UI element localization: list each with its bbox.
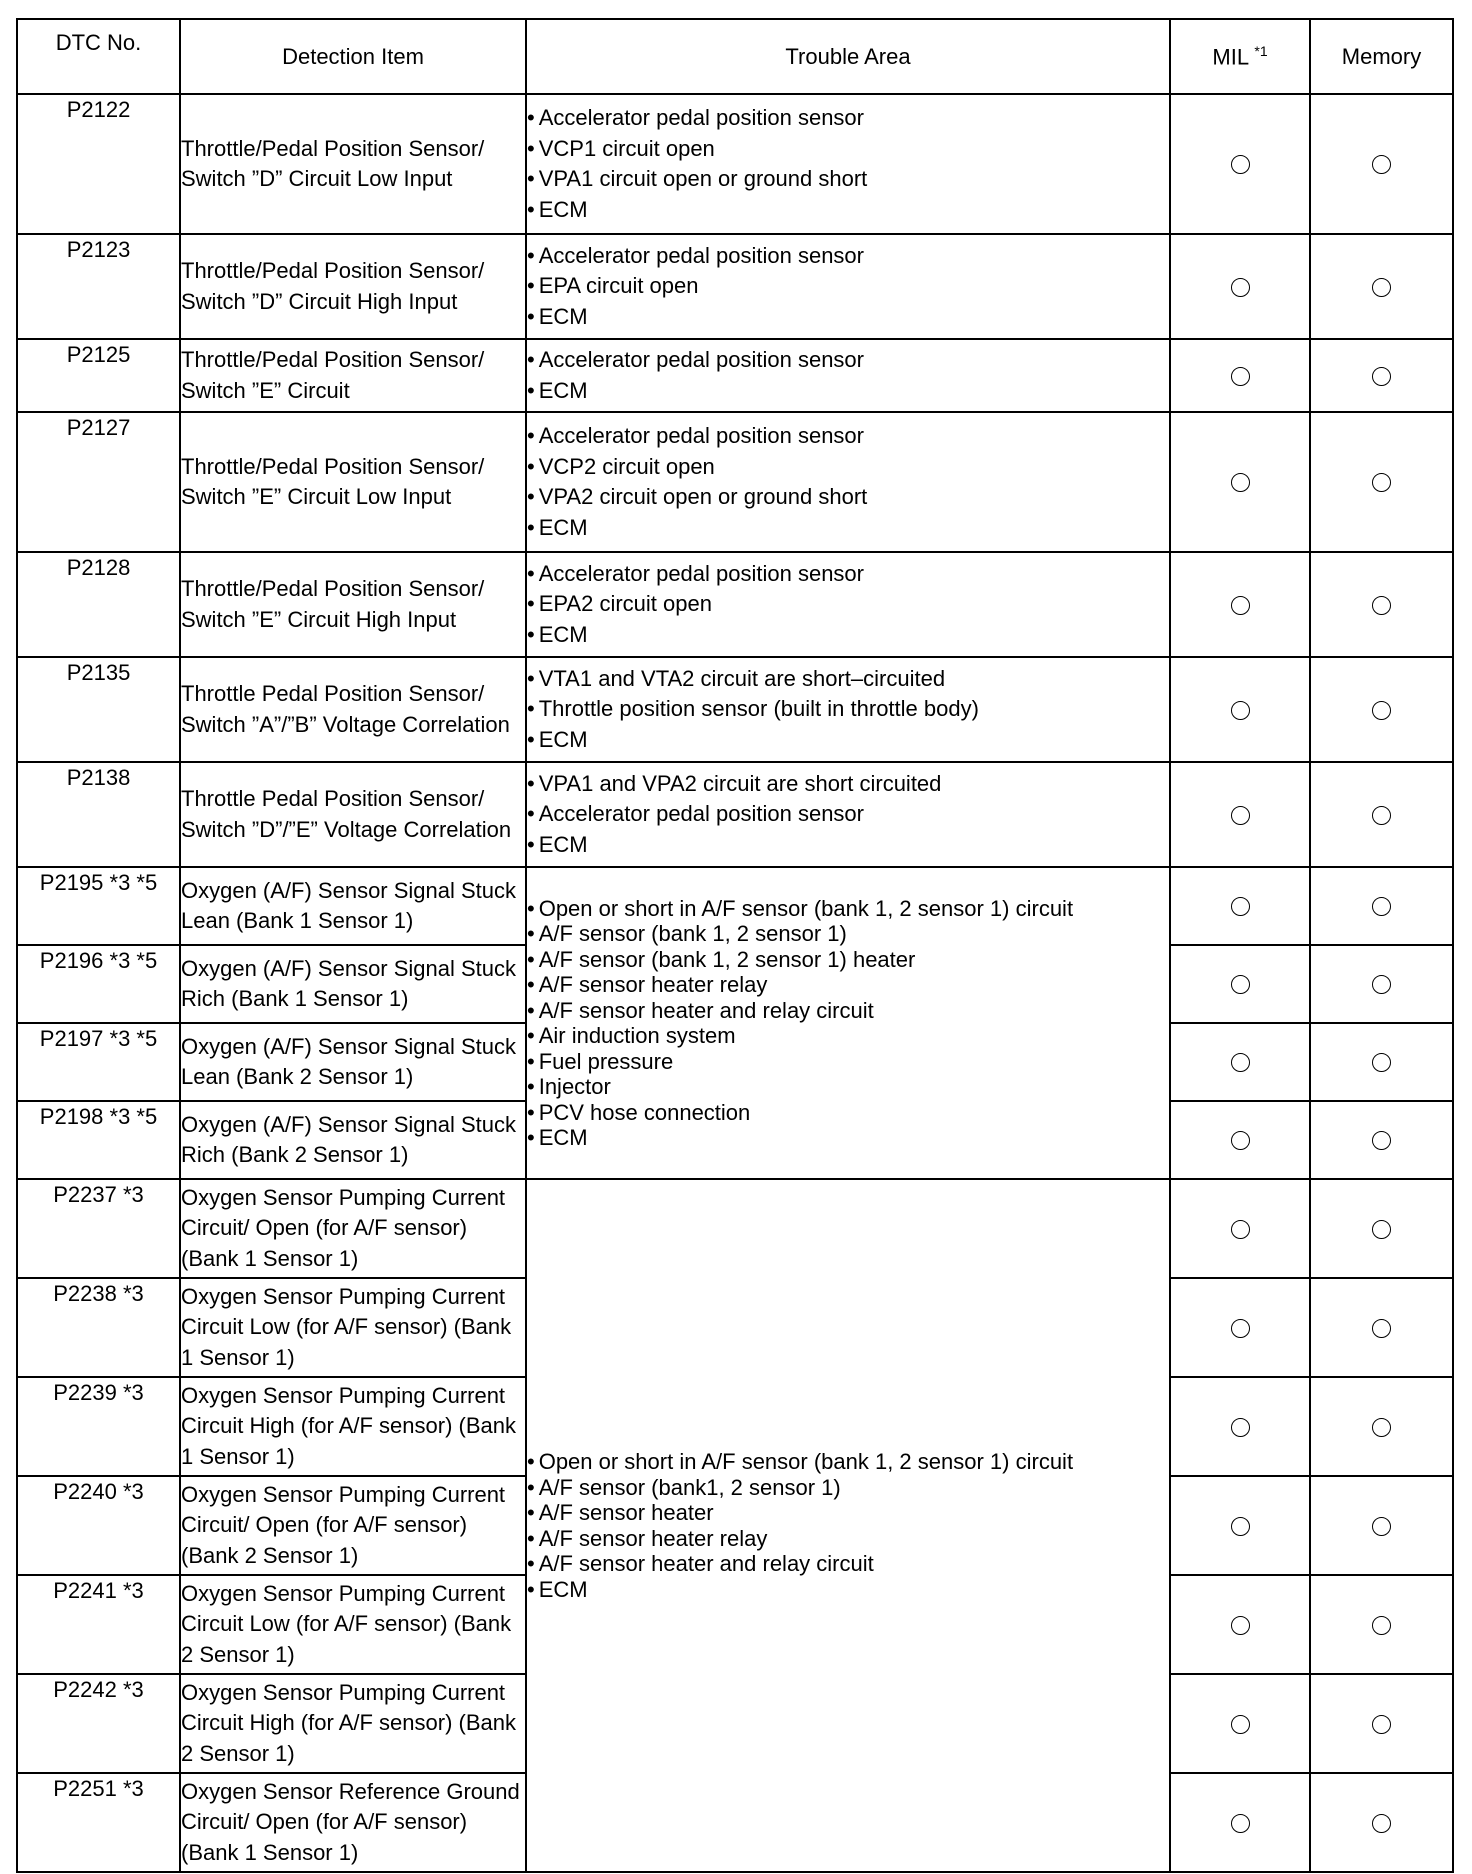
circle-mark-icon (1372, 1616, 1391, 1635)
header-trouble-area: Trouble Area (526, 19, 1170, 94)
trouble-area-cell (526, 234, 1170, 339)
header-dtc-no: DTC No. (17, 19, 180, 94)
detection-item: Throttle/Pedal Position Sensor/ Switch ”D” Circuit Low Input (180, 94, 526, 234)
circle-mark-icon (1372, 278, 1391, 297)
trouble-area-item: • ECM (527, 513, 1169, 544)
trouble-area-list (527, 769, 1169, 861)
trouble-area-list (527, 421, 1169, 543)
trouble-area-item: • EPA circuit open (527, 271, 1169, 302)
circle-mark-icon (1231, 1131, 1250, 1150)
trouble-area-item: • A/F sensor (bank 1, 2 sensor 1) (527, 921, 1169, 947)
trouble-area-cell (526, 339, 1170, 412)
detection-item: Oxygen (A/F) Sensor Signal Stuck Lean (Bank 1 Sensor 1) (180, 867, 526, 945)
detection-item: Oxygen Sensor Reference Ground Circuit/ Open (for A/F sensor) (Bank 1 Sensor 1) (180, 1773, 526, 1872)
trouble-area-list (527, 664, 1169, 756)
circle-mark-icon (1372, 897, 1391, 916)
circle-mark-icon (1231, 1418, 1250, 1437)
table-row (17, 552, 1453, 657)
circle-mark-icon (1231, 367, 1250, 386)
mil-mark (1170, 552, 1310, 657)
circle-mark-icon (1231, 1616, 1250, 1635)
trouble-area-item: • A/F sensor (bank 1, 2 sensor 1) heater (527, 947, 1169, 973)
circle-mark-icon (1231, 1814, 1250, 1833)
trouble-area-item: • ECM (527, 376, 1169, 407)
header-mil-note: *1 (1254, 42, 1268, 59)
mil-mark (1170, 1377, 1310, 1476)
trouble-area-item: • Accelerator pedal position sensor (527, 103, 1169, 134)
trouble-area-cell (526, 1179, 1170, 1872)
trouble-area-item: • VPA1 circuit open or ground short (527, 164, 1169, 195)
detection-item: Oxygen (A/F) Sensor Signal Stuck Lean (Bank 2 Sensor 1) (180, 1023, 526, 1101)
circle-mark-icon (1231, 278, 1250, 297)
circle-mark-icon (1231, 1220, 1250, 1239)
circle-mark-icon (1372, 1517, 1391, 1536)
memory-mark (1310, 1476, 1453, 1575)
trouble-area-cell (526, 94, 1170, 234)
trouble-area-list (527, 1449, 1169, 1602)
circle-mark-icon (1231, 155, 1250, 174)
header-mil-label: MIL (1212, 44, 1249, 70)
mil-mark (1170, 1023, 1310, 1101)
circle-mark-icon (1372, 806, 1391, 825)
dtc-number: P2238 *3 (17, 1278, 180, 1377)
trouble-area-item: • Open or short in A/F sensor (bank 1, 2 sensor 1) circuit (527, 1449, 1169, 1475)
circle-mark-icon (1372, 1053, 1391, 1072)
trouble-area-item: • Air induction system (527, 1023, 1169, 1049)
memory-mark (1310, 339, 1453, 412)
table-row (17, 867, 1453, 945)
circle-mark-icon (1372, 473, 1391, 492)
detection-item: Oxygen (A/F) Sensor Signal Stuck Rich (Bank 2 Sensor 1) (180, 1101, 526, 1179)
mil-mark (1170, 1575, 1310, 1674)
circle-mark-icon (1372, 155, 1391, 174)
dtc-number: P2198 *3 *5 (17, 1101, 180, 1179)
memory-mark (1310, 234, 1453, 339)
trouble-area-item: • Open or short in A/F sensor (bank 1, 2 sensor 1) circuit (527, 896, 1169, 922)
circle-mark-icon (1231, 897, 1250, 916)
memory-mark (1310, 1278, 1453, 1377)
detection-item: Oxygen Sensor Pumping Current Circuit/ Open (for A/F sensor) (Bank 1 Sensor 1) (180, 1179, 526, 1278)
trouble-area-cell (526, 762, 1170, 867)
memory-mark (1310, 945, 1453, 1023)
dtc-number: P2195 *3 *5 (17, 867, 180, 945)
circle-mark-icon (1231, 701, 1250, 720)
memory-mark (1310, 1674, 1453, 1773)
table-row (17, 412, 1453, 552)
circle-mark-icon (1231, 1517, 1250, 1536)
trouble-area-list (527, 896, 1169, 1151)
mil-mark (1170, 945, 1310, 1023)
memory-mark (1310, 762, 1453, 867)
mil-mark (1170, 1101, 1310, 1179)
trouble-area-item: • ECM (527, 1577, 1169, 1603)
trouble-area-item: • ECM (527, 725, 1169, 756)
header-detection-item: Detection Item (180, 19, 526, 94)
trouble-area-item: • Accelerator pedal position sensor (527, 421, 1169, 452)
header-mil (1170, 19, 1310, 94)
memory-mark (1310, 1575, 1453, 1674)
detection-item: Throttle Pedal Position Sensor/ Switch ”A”/”B” Voltage Correlation (180, 657, 526, 762)
dtc-number: P2196 *3 *5 (17, 945, 180, 1023)
trouble-area-item: • ECM (527, 1125, 1169, 1151)
trouble-area-item: • Accelerator pedal position sensor (527, 345, 1169, 376)
mil-mark (1170, 657, 1310, 762)
table-row (17, 94, 1453, 234)
dtc-table (16, 18, 1454, 1873)
trouble-area-item: • Accelerator pedal position sensor (527, 799, 1169, 830)
mil-mark (1170, 234, 1310, 339)
trouble-area-item: • Accelerator pedal position sensor (527, 241, 1169, 272)
trouble-area-item: • ECM (527, 302, 1169, 333)
dtc-number: P2135 (17, 657, 180, 762)
detection-item: Throttle/Pedal Position Sensor/ Switch ”E” Circuit High Input (180, 552, 526, 657)
memory-mark (1310, 657, 1453, 762)
detection-item: Oxygen (A/F) Sensor Signal Stuck Rich (Bank 1 Sensor 1) (180, 945, 526, 1023)
memory-mark (1310, 94, 1453, 234)
circle-mark-icon (1372, 596, 1391, 615)
dtc-number: P2128 (17, 552, 180, 657)
trouble-area-item: • VCP2 circuit open (527, 452, 1169, 483)
trouble-area-list (527, 103, 1169, 225)
memory-mark (1310, 1179, 1453, 1278)
trouble-area-item: • VPA1 and VPA2 circuit are short circuited (527, 769, 1169, 800)
mil-mark (1170, 1278, 1310, 1377)
circle-mark-icon (1372, 1814, 1391, 1833)
mil-mark (1170, 94, 1310, 234)
circle-mark-icon (1372, 1131, 1391, 1150)
trouble-area-cell (526, 867, 1170, 1179)
dtc-number: P2241 *3 (17, 1575, 180, 1674)
circle-mark-icon (1231, 806, 1250, 825)
dtc-number: P2237 *3 (17, 1179, 180, 1278)
trouble-area-item: • A/F sensor (bank1, 2 sensor 1) (527, 1475, 1169, 1501)
trouble-area-list (527, 559, 1169, 651)
detection-item: Throttle/Pedal Position Sensor/ Switch ”E” Circuit (180, 339, 526, 412)
trouble-area-item: • VCP1 circuit open (527, 134, 1169, 165)
detection-item: Throttle Pedal Position Sensor/ Switch ”D”/”E” Voltage Correlation (180, 762, 526, 867)
trouble-area-item: • PCV hose connection (527, 1100, 1169, 1126)
trouble-area-item: • A/F sensor heater (527, 1500, 1169, 1526)
table-row (17, 339, 1453, 412)
memory-mark (1310, 552, 1453, 657)
circle-mark-icon (1231, 1053, 1250, 1072)
trouble-area-cell (526, 552, 1170, 657)
table-row (17, 657, 1453, 762)
trouble-area-cell (526, 657, 1170, 762)
trouble-area-list (527, 345, 1169, 406)
detection-item: Throttle/Pedal Position Sensor/ Switch ”D” Circuit High Input (180, 234, 526, 339)
mil-mark (1170, 1674, 1310, 1773)
dtc-number: P2123 (17, 234, 180, 339)
mil-mark (1170, 412, 1310, 552)
trouble-area-item: • A/F sensor heater and relay circuit (527, 998, 1169, 1024)
mil-mark (1170, 1773, 1310, 1872)
mil-mark (1170, 867, 1310, 945)
dtc-number: P2122 (17, 94, 180, 234)
detection-item: Oxygen Sensor Pumping Current Circuit High (for A/F sensor) (Bank 2 Sensor 1) (180, 1674, 526, 1773)
circle-mark-icon (1372, 975, 1391, 994)
circle-mark-icon (1372, 1220, 1391, 1239)
trouble-area-item: • Injector (527, 1074, 1169, 1100)
detection-item: Throttle/Pedal Position Sensor/ Switch ”E” Circuit Low Input (180, 412, 526, 552)
dtc-number: P2240 *3 (17, 1476, 180, 1575)
trouble-area-item: • ECM (527, 830, 1169, 861)
mil-mark (1170, 1476, 1310, 1575)
circle-mark-icon (1372, 1715, 1391, 1734)
circle-mark-icon (1372, 1418, 1391, 1437)
dtc-number: P2239 *3 (17, 1377, 180, 1476)
trouble-area-item: • A/F sensor heater relay (527, 972, 1169, 998)
memory-mark (1310, 1377, 1453, 1476)
dtc-number: P2127 (17, 412, 180, 552)
memory-mark (1310, 1773, 1453, 1872)
memory-mark (1310, 1023, 1453, 1101)
trouble-area-item: • Fuel pressure (527, 1049, 1169, 1075)
trouble-area-item: • Accelerator pedal position sensor (527, 559, 1169, 590)
trouble-area-item: • Throttle position sensor (built in throttle body) (527, 694, 1169, 725)
mil-mark (1170, 762, 1310, 867)
trouble-area-cell (526, 412, 1170, 552)
table-row (17, 234, 1453, 339)
memory-mark (1310, 867, 1453, 945)
circle-mark-icon (1231, 596, 1250, 615)
header-row (17, 19, 1453, 94)
dtc-number: P2125 (17, 339, 180, 412)
memory-mark (1310, 1101, 1453, 1179)
circle-mark-icon (1372, 701, 1391, 720)
circle-mark-icon (1231, 975, 1250, 994)
trouble-area-item: • ECM (527, 620, 1169, 651)
mil-mark (1170, 339, 1310, 412)
trouble-area-item: • ECM (527, 195, 1169, 226)
trouble-area-item: • VTA1 and VTA2 circuit are short–circuited (527, 664, 1169, 695)
dtc-number: P2242 *3 (17, 1674, 180, 1773)
table-row (17, 762, 1453, 867)
circle-mark-icon (1231, 1715, 1250, 1734)
circle-mark-icon (1231, 1319, 1250, 1338)
detection-item: Oxygen Sensor Pumping Current Circuit Low (for A/F sensor) (Bank 1 Sensor 1) (180, 1278, 526, 1377)
circle-mark-icon (1372, 367, 1391, 386)
detection-item: Oxygen Sensor Pumping Current Circuit/ Open (for A/F sensor) (Bank 2 Sensor 1) (180, 1476, 526, 1575)
trouble-area-item: • VPA2 circuit open or ground short (527, 482, 1169, 513)
dtc-number: P2251 *3 (17, 1773, 180, 1872)
mil-mark (1170, 1179, 1310, 1278)
header-memory: Memory (1310, 19, 1453, 94)
circle-mark-icon (1372, 1319, 1391, 1338)
detection-item: Oxygen Sensor Pumping Current Circuit Low (for A/F sensor) (Bank 2 Sensor 1) (180, 1575, 526, 1674)
dtc-number: P2138 (17, 762, 180, 867)
dtc-number: P2197 *3 *5 (17, 1023, 180, 1101)
trouble-area-item: • EPA2 circuit open (527, 589, 1169, 620)
circle-mark-icon (1231, 473, 1250, 492)
trouble-area-item: • A/F sensor heater and relay circuit (527, 1551, 1169, 1577)
trouble-area-list (527, 241, 1169, 333)
table-row (17, 1179, 1453, 1278)
detection-item: Oxygen Sensor Pumping Current Circuit High (for A/F sensor) (Bank 1 Sensor 1) (180, 1377, 526, 1476)
trouble-area-item: • A/F sensor heater relay (527, 1526, 1169, 1552)
memory-mark (1310, 412, 1453, 552)
